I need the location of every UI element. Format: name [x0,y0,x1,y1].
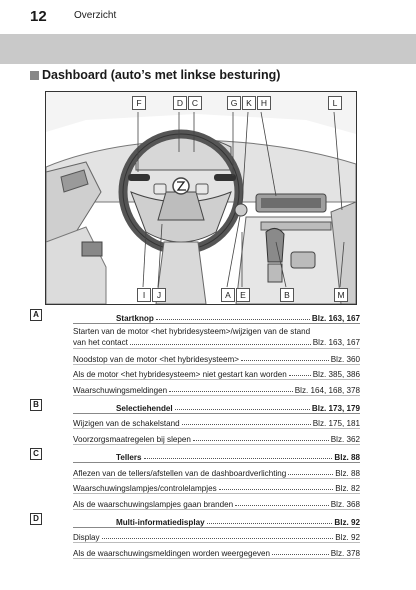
section-letter-d: D [30,513,42,525]
page-ref: Blz. 164, 168, 378 [294,385,360,395]
callout-f: F [132,96,146,110]
dot-leader [289,375,311,376]
dot-leader [207,523,333,524]
section-letter-a: A [30,309,42,321]
dot-leader [144,458,333,459]
item-label: Noodstop van de motor <het hybridesysteem> [73,354,240,364]
item-label: Wijzigen van de schakelstand [73,419,180,429]
dot-leader [241,360,329,361]
item-row [73,349,360,365]
section-label: Overzicht [74,10,117,21]
callout-j: J [152,288,166,302]
page-ref: Blz. 88 [334,452,360,462]
item-label: Als de motor <het hybridesysteem> niet gestart kan worden [73,370,287,380]
page-ref: Blz. 92 [335,533,360,543]
dashboard-illustration [45,91,357,305]
callout-h: H [257,96,271,110]
callout-i: I [137,288,151,302]
section-letter-b: B [30,399,42,411]
callout-c: C [188,96,202,110]
page-ref: Blz. 163, 167 [311,314,360,323]
legend-sections [30,306,360,559]
section-c [30,445,360,510]
header-band [0,34,416,64]
item-row [73,414,360,430]
item-row [73,494,360,510]
callout-d: D [173,96,187,110]
section-title: Multi-informatiedisplay [116,517,205,527]
item-row [73,463,360,479]
section-a [30,306,360,396]
page-ref: Blz. 378 [330,548,360,558]
page-ref: Blz. 88 [335,468,360,478]
item-row [73,479,360,495]
page-header [0,0,416,34]
page-ref: Blz. 360 [330,354,360,364]
section-title: Tellers [116,452,142,462]
dot-leader [219,489,334,490]
dashboard-drawing [46,92,356,304]
page-ref: Blz. 92 [334,517,360,527]
item-label: Waarschuwingslampjes/controlelampjes [73,484,217,494]
dot-leader [102,538,334,539]
page-ref: Blz. 163, 167 [312,338,360,347]
section-title-row [73,445,360,463]
item-label: van het contact [73,338,128,347]
item-row [73,324,360,349]
page-ref: Blz. 175, 181 [312,419,360,429]
page-ref: Blz. 362 [330,434,360,444]
dot-leader [130,344,311,345]
item-label: Als de waarschuwingslampjes gaan branden [73,499,234,509]
callout-l: L [328,96,342,110]
callout-m: M [334,288,348,302]
page-ref: Blz. 173, 179 [311,403,360,413]
callout-e: E [236,288,250,302]
page-number: 12 [30,8,47,25]
page-title-text: Dashboard (auto’s met linkse besturing) [42,68,281,82]
title-square-icon [30,71,39,80]
dot-leader [272,554,329,555]
callout-a: A [221,288,235,302]
dot-leader [175,409,310,410]
item-label: Voorzorgsmaatregelen bij slepen [73,434,191,444]
page-ref: Blz. 82 [335,484,360,494]
callout-b: B [280,288,294,302]
item-label: Aflezen van de tellers/afstellen van de dashboardverlichting [73,468,287,478]
item-row [73,528,360,544]
section-title-row [73,396,360,414]
item-label: Als de waarschuwingsmeldingen worden weergegeven [73,548,271,558]
section-title-row [73,306,360,324]
item-row [73,380,360,396]
item-label: Waarschuwingsmeldingen [73,385,168,395]
callout-g: G [227,96,241,110]
item-label: Display [73,533,100,543]
section-letter-c: C [30,448,42,460]
section-title: Selectiehendel [116,403,173,413]
dot-leader [288,474,333,475]
section-b [30,396,360,445]
item-row [73,543,360,559]
page-ref: Blz. 368 [330,499,360,509]
page-title [30,68,280,82]
item-row [73,365,360,381]
dot-leader [193,440,329,441]
dot-leader [235,505,329,506]
callout-k: K [242,96,256,110]
page-ref: Blz. 385, 386 [312,370,360,380]
item-label-line1: Starten van de motor <het hybridesysteem>/wijzigen van de stand [73,327,311,336]
section-d [30,510,360,559]
dot-leader [156,319,310,320]
section-title-row [73,510,360,528]
dot-leader [182,424,311,425]
dot-leader [169,391,293,392]
section-title: Startknop [116,314,154,323]
item-row [73,429,360,445]
